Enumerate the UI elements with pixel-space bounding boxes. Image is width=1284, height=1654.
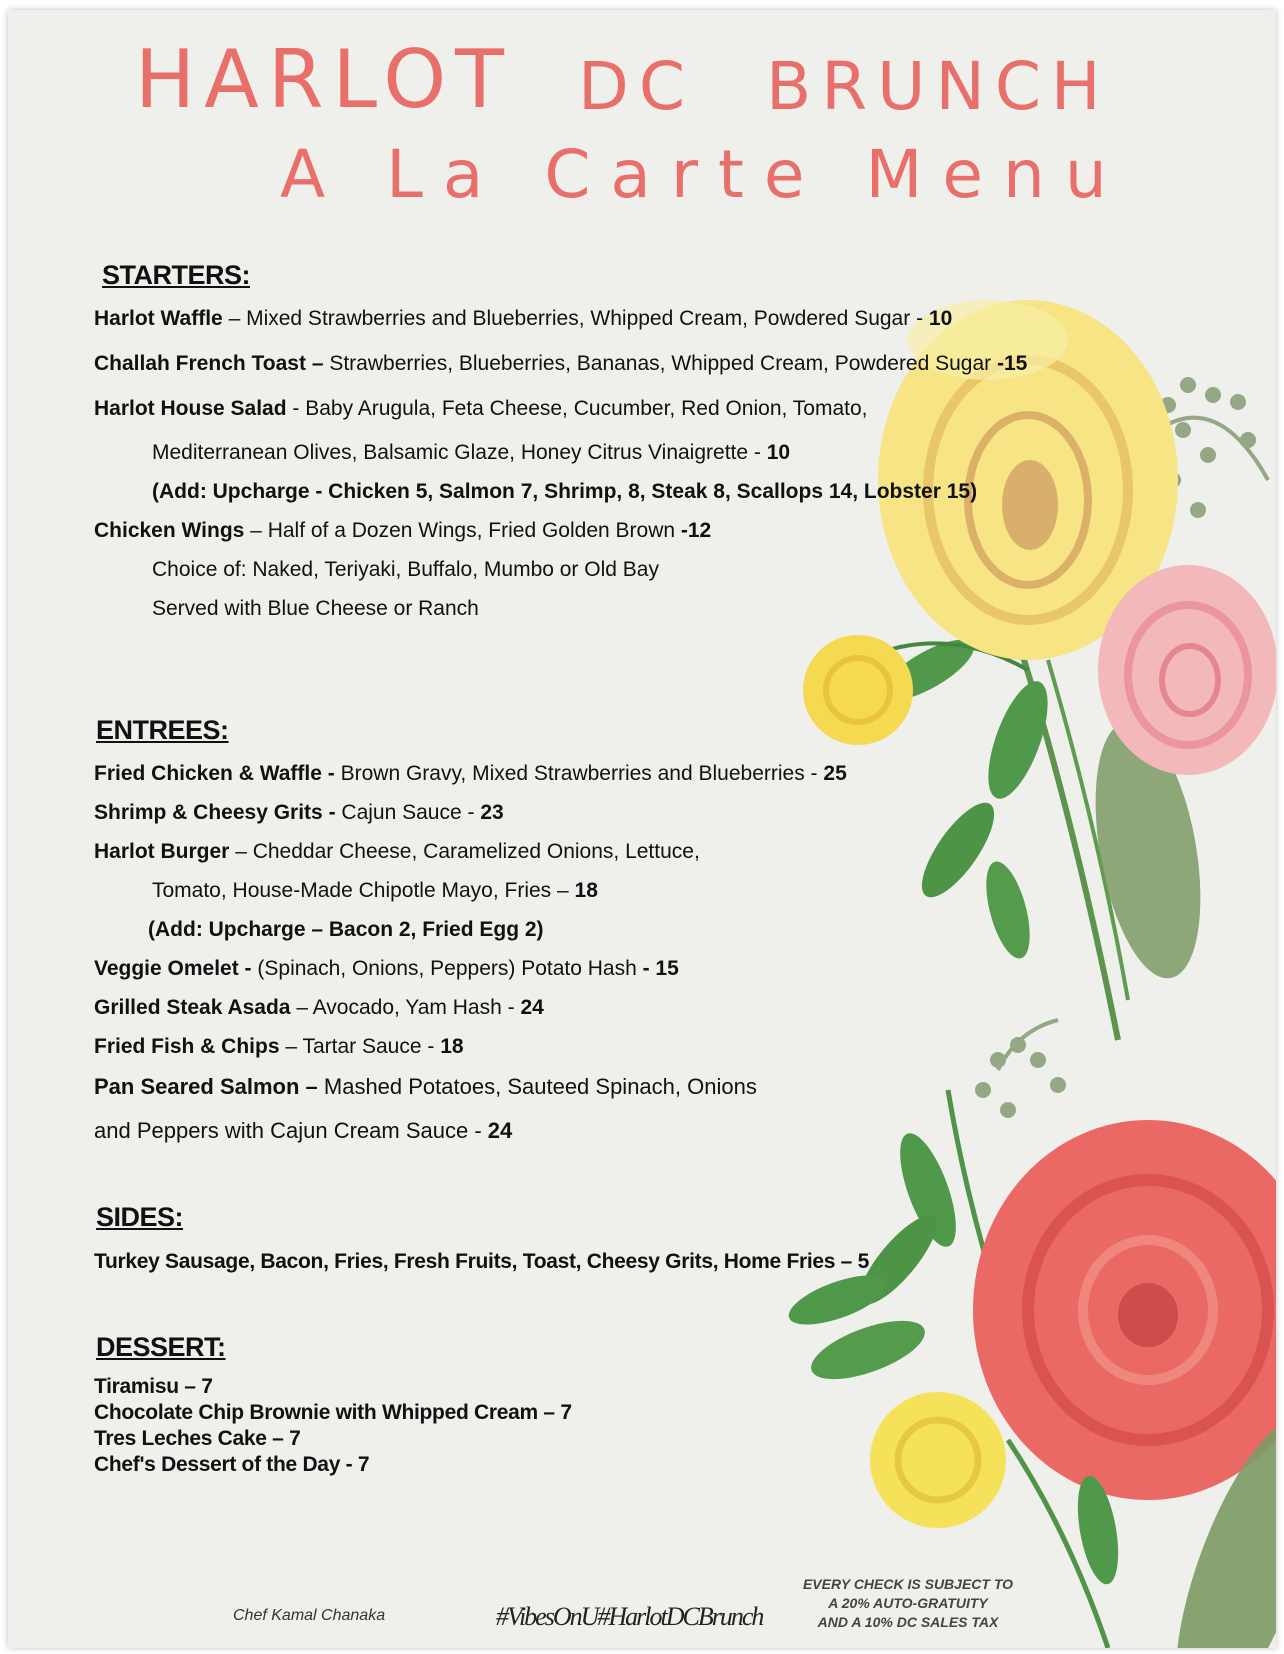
upcharge-note bbox=[148, 918, 544, 942]
menu-item bbox=[94, 1074, 757, 1100]
item-name: Harlot Waffle bbox=[94, 307, 223, 330]
item-name: Harlot Burger bbox=[94, 840, 230, 863]
menu-page bbox=[8, 10, 1276, 1648]
starters-heading: STARTERS: bbox=[102, 260, 250, 290]
item-price: - 15 bbox=[642, 957, 679, 980]
item-desc: Mediterranean Olives, Balsamic Glaze, Honey Citrus Vinaigrette - bbox=[152, 441, 767, 464]
menu-item bbox=[94, 996, 544, 1020]
entrees-heading: ENTREES: bbox=[96, 715, 229, 745]
item-desc: – Avocado, Yam Hash - bbox=[290, 996, 521, 1019]
item-price: -15 bbox=[997, 352, 1028, 375]
dessert-item: Chef's Dessert of the Day - 7 bbox=[94, 1453, 370, 1476]
menu-item bbox=[94, 519, 711, 543]
title-brunch: BRUNCH bbox=[766, 48, 1111, 125]
item-desc: – Half of a Dozen Wings, Fried Golden Brown bbox=[244, 519, 681, 542]
item-price: 10 bbox=[928, 307, 953, 330]
sides-list: Turkey Sausage, Bacon, Fries, Fresh Fruits, Toast, Cheesy Grits, Home Fries – 5 bbox=[94, 1250, 869, 1273]
dessert-item: Tiramisu – 7 bbox=[94, 1375, 213, 1398]
menu-item bbox=[94, 1035, 464, 1059]
menu-item bbox=[94, 352, 1027, 376]
menu-item-continued bbox=[152, 879, 598, 903]
item-desc: Strawberries, Blueberries, Bananas, Whipped Cream, Powdered Sugar bbox=[323, 352, 997, 375]
hashtag: #VibesOnU#HarlotDCBrunch bbox=[496, 1602, 763, 1631]
item-desc: – Cheddar Cheese, Caramelized Onions, Lettuce, bbox=[229, 840, 700, 863]
item-name: Veggie Omelet - bbox=[94, 957, 252, 980]
dessert-item: Tres Leches Cake – 7 bbox=[94, 1427, 301, 1450]
menu-item bbox=[94, 801, 504, 825]
upcharge-note bbox=[152, 480, 977, 504]
item-price: 10 bbox=[766, 441, 791, 464]
menu-item bbox=[94, 957, 679, 981]
sides-heading: SIDES: bbox=[96, 1202, 184, 1232]
menu-item-continued: Served with Blue Cheese or Ranch bbox=[152, 597, 479, 620]
dessert-item: Chocolate Chip Brownie with Whipped Cream – 7 bbox=[94, 1401, 572, 1424]
chef-credit: Chef Kamal Chanaka bbox=[233, 1607, 386, 1624]
menu-item-continued: Choice of: Naked, Teriyaki, Buffalo, Mumbo or Old Bay bbox=[152, 558, 659, 581]
policy-line: AND A 10% DC SALES TAX bbox=[817, 1614, 999, 1630]
menu-item bbox=[94, 762, 847, 786]
policy-line: A 20% AUTO-GRATUITY bbox=[828, 1595, 988, 1611]
item-price: 25 bbox=[823, 762, 847, 785]
item-name: Challah French Toast – bbox=[94, 352, 324, 375]
item-desc: – Tartar Sauce - bbox=[279, 1035, 441, 1058]
item-price: -12 bbox=[680, 519, 712, 542]
item-desc: – Mixed Strawberries and Blueberries, Whipped Cream, Powdered Sugar - bbox=[222, 307, 929, 330]
item-price: 23 bbox=[480, 801, 504, 824]
menu-item-continued bbox=[152, 441, 790, 465]
item-name: Fried Chicken & Waffle - bbox=[94, 762, 335, 785]
item-desc: Mashed Potatoes, Sauteed Spinach, Onions bbox=[317, 1074, 757, 1099]
item-name: Chicken Wings bbox=[94, 519, 245, 542]
item-desc: Tomato, House-Made Chipotle Mayo, Fries – bbox=[152, 879, 575, 902]
gratuity-policy bbox=[798, 1575, 1018, 1632]
item-name: Harlot House Salad bbox=[94, 397, 287, 420]
policy-line: EVERY CHECK IS SUBJECT TO bbox=[802, 1576, 1014, 1592]
item-name: Fried Fish & Chips bbox=[94, 1035, 280, 1058]
item-price: 18 bbox=[440, 1035, 464, 1058]
upcharge-text: (Add: Upcharge - Chicken 5, Salmon 7, Shrimp, 8, Steak 8, Scallops 14, Lobster 15) bbox=[152, 480, 978, 503]
item-desc: - Baby Arugula, Feta Cheese, Cucumber, Red Onion, Tomato, bbox=[286, 397, 868, 420]
item-price: 24 bbox=[487, 1118, 513, 1143]
title-harlot: HARLOT bbox=[135, 33, 514, 126]
item-desc: Cajun Sauce - bbox=[335, 801, 481, 824]
title-a-la-carte-menu: A La Carte Menu bbox=[280, 136, 1127, 213]
item-name: Grilled Steak Asada bbox=[94, 996, 291, 1019]
item-name: Pan Seared Salmon – bbox=[94, 1074, 318, 1099]
item-price: 18 bbox=[574, 879, 598, 902]
upcharge-text: (Add: Upcharge – Bacon 2, Fried Egg 2) bbox=[148, 918, 544, 941]
item-name: Shrimp & Cheesy Grits - bbox=[94, 801, 336, 824]
item-desc: (Spinach, Onions, Peppers) Potato Hash bbox=[251, 957, 643, 980]
item-desc: Brown Gravy, Mixed Strawberries and Blueberries - bbox=[334, 762, 824, 785]
menu-item bbox=[94, 840, 700, 864]
title-dc: DC bbox=[578, 48, 695, 125]
dessert-heading: DESSERT: bbox=[96, 1332, 226, 1362]
menu-item-continued bbox=[94, 1118, 512, 1144]
menu-item bbox=[94, 307, 952, 331]
menu-item bbox=[94, 397, 868, 421]
item-price: 24 bbox=[520, 996, 544, 1019]
item-desc: and Peppers with Cajun Cream Sauce - bbox=[94, 1118, 488, 1143]
